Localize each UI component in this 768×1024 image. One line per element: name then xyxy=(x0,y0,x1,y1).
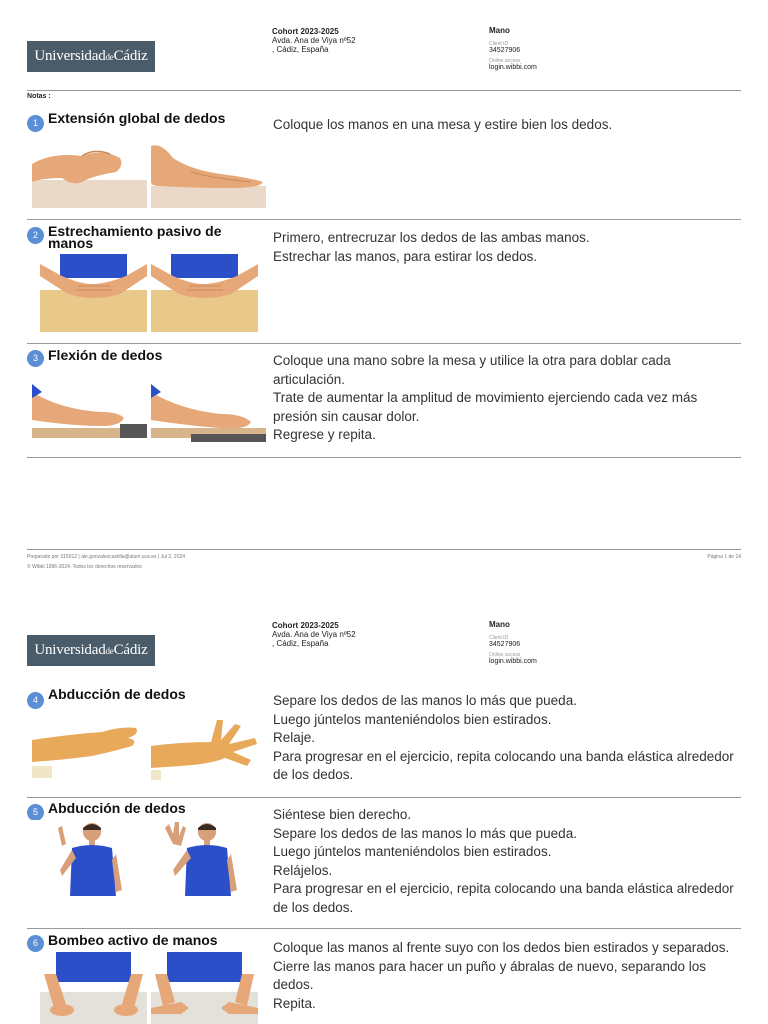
exercise-line: Coloque una mano sobre la mesa y utilice la otra para doblar cada articulación. xyxy=(273,353,671,387)
exercise-photo-2 xyxy=(151,820,266,900)
exercise-3 xyxy=(27,349,741,449)
exercise-line: Siéntese bien derecho. xyxy=(273,807,412,822)
exercise-description xyxy=(273,352,743,445)
exercise-number-badge: 1 xyxy=(27,115,44,132)
client-id-value: 34527906 xyxy=(489,641,521,648)
exercise-title: Abducción de dedos xyxy=(48,800,186,816)
page-2 xyxy=(0,594,768,1024)
exercise-photo-1 xyxy=(32,384,147,444)
exercise-photo-1 xyxy=(32,820,147,900)
exercise-title: Extensión global de dedos xyxy=(48,110,226,126)
exercise-line: Luego júntelos manteniéndolos bien estirados. xyxy=(273,844,552,859)
footer-prepared-by: Preparado por 315012 | ale.gonzalezcastilla@alum.uca.es | Jul 2, 2024 xyxy=(27,554,186,560)
exercise-description xyxy=(273,939,743,1013)
exercise-2 xyxy=(27,225,741,335)
footer-copyright: © Wibbi 1996-2024. Todos los derechos reservados xyxy=(27,564,142,570)
exercise-title: Bombeo activo de manos xyxy=(48,932,218,948)
notes-label: Notas : xyxy=(27,93,51,100)
page-number: Página 1 de 14 xyxy=(707,554,741,560)
client-id-value: 34527906 xyxy=(489,47,521,54)
address-line-1: Avda. Ana de Viya nº52 xyxy=(272,630,356,639)
exercise-line: Relájelos. xyxy=(273,862,333,878)
page-footer xyxy=(27,552,185,572)
exercise-line: Separe los dedos de las manos lo más que pueda. xyxy=(273,693,577,708)
exercise-photo-1 xyxy=(32,142,147,208)
exercise-line: Para progresar en el ejercicio, repita colocando una banda elástica alrededor de los dedos. xyxy=(273,748,734,782)
exercise-line: Trate de aumentar la amplitud de movimiento ejerciendo cada vez más presión sin causar dolor. xyxy=(273,390,698,424)
exercise-1 xyxy=(27,112,741,212)
exercise-line: Repita. xyxy=(273,995,316,1011)
online-access-link[interactable]: login.wibbi.com xyxy=(489,64,537,71)
exercise-photo-2 xyxy=(151,712,266,782)
exercise-divider xyxy=(27,457,741,458)
header-client-block xyxy=(489,621,537,666)
exercise-photo-1 xyxy=(40,254,147,332)
header-cohort-block xyxy=(272,621,356,648)
exercise-images xyxy=(32,952,269,1024)
exercise-4 xyxy=(27,688,741,788)
exercise-images xyxy=(32,254,269,332)
logo-text-de: de xyxy=(105,646,114,656)
exercise-number-badge: 6 xyxy=(27,935,44,952)
exercise-line: Coloque los manos en una mesa y estire bien los dedos. xyxy=(273,117,613,132)
exercise-images xyxy=(32,820,269,900)
exercise-divider xyxy=(27,797,741,798)
exercise-line: Separe los dedos de las manos lo más que pueda. xyxy=(273,825,577,841)
online-access-link[interactable]: login.wibbi.com xyxy=(489,658,537,665)
section-label: Mano xyxy=(489,620,510,629)
exercise-title: Estrechamiento pasivo de manos xyxy=(48,223,222,251)
logo-text-1: Universidad xyxy=(34,48,106,64)
exercise-description xyxy=(273,692,743,785)
section-label: Mano xyxy=(489,26,510,35)
exercise-number-badge: 2 xyxy=(27,227,44,244)
exercise-6 xyxy=(27,934,741,1024)
logo-text-1: Universidad xyxy=(34,642,106,658)
exercise-images xyxy=(32,712,269,782)
exercise-line: Regrese y repita. xyxy=(273,427,376,442)
logo-text-2: Cádiz xyxy=(113,642,148,658)
exercise-line: Luego júntelos manteniéndolos bien estirados. xyxy=(273,711,552,727)
exercise-title: Abducción de dedos xyxy=(48,686,186,702)
exercise-photo-1 xyxy=(32,712,147,782)
client-id-label: Client ID xyxy=(489,41,509,47)
university-logo xyxy=(27,635,155,666)
online-access-label: Online access xyxy=(489,58,521,64)
exercise-number-badge: 3 xyxy=(27,350,44,367)
logo-text-2: Cádiz xyxy=(113,48,148,64)
exercise-description xyxy=(273,229,743,266)
header-divider xyxy=(27,90,741,91)
logo-text-de: de xyxy=(105,52,114,62)
university-logo xyxy=(27,41,155,72)
exercise-5 xyxy=(27,802,741,922)
exercise-divider xyxy=(27,343,741,344)
cohort-label: Cohort 2023-2025 xyxy=(272,27,339,36)
address-line-1: Avda. Ana de Viya nº52 xyxy=(272,36,356,45)
exercise-description xyxy=(273,806,743,917)
exercise-divider xyxy=(27,219,741,220)
exercise-line: Estrechar las manos, para estirar los dedos. xyxy=(273,248,538,264)
exercise-description xyxy=(273,116,743,135)
cohort-label: Cohort 2023-2025 xyxy=(272,621,339,630)
exercise-photo-1 xyxy=(40,952,147,1024)
exercise-line: Primero, entrecruzar los dedos de las ambas manos. xyxy=(273,230,590,245)
exercise-photo-2 xyxy=(151,254,258,332)
exercise-photo-2 xyxy=(151,142,266,208)
exercise-number-badge: 4 xyxy=(27,692,44,709)
exercise-divider xyxy=(27,928,741,929)
exercise-line: Para progresar en el ejercicio, repita colocando una banda elástica alrededor de los dedos. xyxy=(273,881,734,915)
exercise-photo-2 xyxy=(151,384,266,444)
exercise-title: Flexión de dedos xyxy=(48,347,163,363)
footer-divider xyxy=(27,549,741,550)
exercise-number-badge: 5 xyxy=(27,804,44,821)
exercise-line: Cierre las manos para hacer un puño y ábralas de nuevo, separando los dedos. xyxy=(273,958,707,992)
exercise-photo-2 xyxy=(151,952,258,1024)
exercise-line: Relaje. xyxy=(273,730,316,745)
exercise-images xyxy=(32,384,269,444)
header-cohort-block xyxy=(272,27,356,54)
exercise-images xyxy=(32,142,269,208)
address-line-2: , Cádiz, España xyxy=(272,639,329,648)
address-line-2: , Cádiz, España xyxy=(272,45,329,54)
header-client-block xyxy=(489,27,537,72)
online-access-label: Online access xyxy=(489,652,521,658)
client-id-label: Client ID xyxy=(489,635,509,641)
exercise-line: Coloque las manos al frente suyo con los dedos bien estirados y separados. xyxy=(273,940,730,955)
